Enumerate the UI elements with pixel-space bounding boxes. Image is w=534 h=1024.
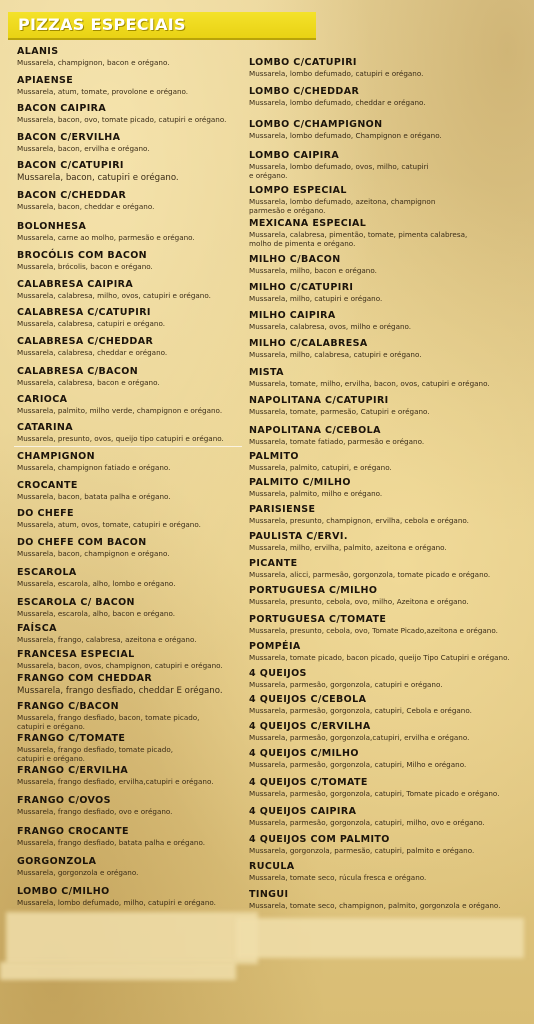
menu-item [249, 254, 377, 276]
pizza-description: Mussarela, bacon, catupiri e orégano. [17, 173, 179, 183]
pizza-name: FRANGO C/BACON [17, 701, 119, 712]
pizza-description: Mussarela, parmesão, gorgonzola, catupiri, milho, ovo e orégano. [249, 818, 485, 827]
pizza-description: Mussarela, calabresa, milho, ovos, catupiri e orégano. [17, 291, 211, 300]
pizza-name: NAPOLITANA C/CEBOLA [249, 425, 381, 436]
pizza-name: PAULISTA C/ERVI. [249, 531, 348, 542]
pizza-name: BOLONHESA [17, 221, 87, 232]
pizza-description: Mussarela, palmito, catupiri, e orégano. [249, 463, 392, 472]
menu-item [249, 477, 382, 499]
menu-item [17, 422, 224, 444]
pizza-description: Mussarela, calabresa, pimentão, tomate, pimenta calabresa, [249, 230, 468, 239]
pizza-description: Mussarela, tomate, parmesão, Catupiri e orégano. [249, 407, 430, 416]
pizza-name: 4 QUEIJOS C/ERVILHA [249, 721, 371, 732]
menu-item [17, 567, 176, 589]
pizza-description: Mussarela, tomate fatiado, parmesão e orégano. [249, 437, 425, 446]
pizza-name: ALANIS [17, 46, 59, 57]
pizza-description: Mussarela, lombo defumado, cheddar e orégano. [249, 98, 426, 107]
menu-item [249, 641, 510, 663]
pizza-description: Mussarela, lombo defumado, catupiri e orégano. [249, 69, 424, 78]
menu-item [249, 367, 490, 389]
pizza-name: 4 QUEIJOS C/MILHO [249, 748, 359, 759]
pizza-name: LOMBO C/CHAMPIGNON [249, 119, 383, 130]
obscured-area [236, 918, 524, 958]
menu-item [17, 394, 222, 416]
pizza-name: GORGONZOLA [17, 856, 97, 867]
pizza-description: Mussarela, frango desfiado, ervilha,catupiri e orégano. [17, 777, 214, 786]
pizza-name: PARISIENSE [249, 504, 316, 515]
menu-item [249, 310, 411, 332]
pizza-name: 4 QUEIJOS C/CEBOLA [249, 694, 367, 705]
pizza-description: Mussarela, champignon fatiado e orégano. [17, 463, 171, 472]
pizza-description: Mussarela, bacon, batata palha e orégano. [17, 492, 171, 501]
menu-item [17, 190, 154, 212]
pizza-description-line2: molho de pimenta e orégano. [249, 238, 356, 248]
obscured-area [0, 962, 236, 980]
pizza-description: Mussarela, palmito, milho verde, champignon e orégano. [17, 406, 223, 415]
menu-item [17, 508, 201, 530]
menu-item [249, 531, 447, 553]
menu-item [17, 673, 223, 696]
pizza-name: DO CHEFE COM BACON [17, 537, 147, 548]
pizza-description: Mussarela, bacon, ovos, champignon, catupiri e orégano. [17, 661, 223, 670]
pizza-description: Mussarela, calabresa, catupiri e orégano. [17, 319, 166, 328]
menu-item [249, 558, 490, 580]
pizza-description: Mussarela, lombo defumado, azeitona, champignon [249, 197, 436, 206]
pizza-name: MEXICANA ESPECIAL [249, 218, 367, 229]
pizza-name: 4 QUEIJOS C/TOMATE [249, 777, 368, 788]
pizza-name: LOMBO C/MILHO [17, 886, 110, 897]
menu-item [249, 889, 501, 911]
menu-item [17, 132, 150, 154]
menu-item [249, 150, 429, 180]
menu-item [249, 451, 392, 473]
pizza-name: BACON C/ERVILHA [17, 132, 121, 143]
pizza-description: Mussarela, bacon, ervilha e orégano. [17, 144, 150, 153]
menu-item [17, 856, 138, 878]
pizza-description: Mussarela, calabresa, ovos, milho e orégano. [249, 322, 412, 331]
menu-item [17, 336, 167, 358]
pizza-description: Mussarela, presunto, cebola, ovo, milho, Azeitona e orégano. [249, 597, 469, 606]
pizza-description: Mussarela, frango, calabresa, azeitona e orégano. [17, 635, 197, 644]
menu-item [249, 119, 442, 141]
menu-item [17, 733, 173, 763]
menu-item [17, 160, 179, 183]
pizza-description: Mussarela, lombo defumado, Champignon e orégano. [249, 131, 442, 140]
pizza-description: Mussarela, calabresa, bacon e orégano. [17, 378, 160, 387]
menu-item [249, 218, 467, 248]
menu-item [17, 826, 205, 848]
menu-item [17, 279, 211, 301]
pizza-description: Mussarela, escarola, alho, lombo e orégano. [17, 579, 176, 588]
pizza-description: Mussarela, presunto, ovos, queijo tipo catupiri e orégano. [17, 434, 224, 443]
pizza-name: PORTUGUESA C/TOMATE [249, 614, 387, 625]
menu-item [249, 504, 469, 526]
pizza-name: CALABRESA CAIPIRA [17, 279, 134, 290]
pizza-name: LOMBO C/CHEDDAR [249, 86, 360, 97]
menu-item [17, 451, 170, 473]
menu-item [17, 221, 195, 243]
pizza-name: NAPOLITANA C/CATUPIRI [249, 395, 389, 406]
pizza-description: Mussarela, parmesão, gorgonzola, catupiri e orégano. [249, 680, 443, 689]
pizza-name: PALMITO C/MILHO [249, 477, 351, 488]
menu-item [17, 597, 175, 619]
pizza-description: Mussarela, tomate seco, rúcula fresca e orégano. [249, 873, 427, 882]
menu-item [17, 480, 171, 502]
pizza-description: Mussarela, milho, bacon e orégano. [249, 266, 377, 275]
menu-item [17, 537, 170, 559]
pizza-description-line2: parmesão e orégano. [249, 205, 326, 215]
pizza-description: Mussarela, frango desfiado, tomate picado, [17, 745, 174, 754]
pizza-description: Mussarela, parmesão, gorgonzola, catupiri, Cebola e orégano. [249, 706, 472, 715]
menu-item [17, 46, 170, 68]
pizza-description: Mussarela, bacon, ovo, tomate picado, catupiri e orégano. [17, 115, 227, 124]
menu-item [249, 694, 472, 716]
pizza-description: Mussarela, presunto, champignon, ervilha, cebola e orégano. [249, 516, 469, 525]
menu-item [17, 250, 153, 272]
pizza-name: LOMBO CAIPIRA [249, 150, 340, 161]
menu-item [249, 861, 426, 883]
pizza-name: PICANTE [249, 558, 298, 569]
pizza-description: Mussarela, lombo defumado, milho, catupiri e orégano. [17, 898, 216, 907]
title-bar [8, 12, 316, 40]
pizza-name: BACON C/CATUPIRI [17, 160, 124, 171]
pizza-name: FRANGO C/OVOS [17, 795, 111, 806]
pizza-description: Mussarela, bacon, champignon e orégano. [17, 549, 170, 558]
pizza-name: BACON CAIPIRA [17, 103, 107, 114]
pizza-name: LOMBO C/CATUPIRI [249, 57, 357, 68]
pizza-name: 4 QUEIJOS CAIPIRA [249, 806, 357, 817]
menu-item [17, 886, 216, 908]
pizza-description: Mussarela, alicci, parmesão, gorgonzola, tomate picado e orégano. [249, 570, 491, 579]
pizza-name: CATARINA [17, 422, 74, 433]
menu-item [249, 86, 426, 108]
pizza-name: MILHO C/CATUPIRI [249, 282, 354, 293]
pizza-description: Mussarela, frango desfiado, cheddar E orégano. [17, 686, 223, 696]
menu-item [17, 649, 223, 671]
pizza-name: APIAENSE [17, 75, 74, 86]
menu-item [249, 721, 469, 743]
page-title: PIZZAS ESPECIAIS [18, 15, 186, 34]
pizza-name: MILHO C/BACON [249, 254, 341, 265]
pizza-name: POMPÉIA [249, 641, 301, 652]
menu-item [17, 366, 160, 388]
menu-item [249, 338, 422, 360]
pizza-name: CALABRESA C/CATUPIRI [17, 307, 151, 318]
pizza-description: Mussarela, frango desfiado, ovo e orégano. [17, 807, 173, 816]
pizza-name: MILHO CAIPIRA [249, 310, 336, 321]
pizza-name: CARIOCA [17, 394, 68, 405]
pizza-description: Mussarela, atum, ovos, tomate, catupiri e orégano. [17, 520, 201, 529]
pizza-name: TINGUI [249, 889, 289, 900]
pizza-name: FRANGO C/ERVILHA [17, 765, 129, 776]
pizza-description-line2: e orégano. [249, 170, 288, 180]
menu-item [249, 748, 466, 770]
pizza-description: Mussarela, parmesão, gorgonzola,catupiri, ervilha e orégano. [249, 733, 470, 742]
pizza-description: Mussarela, milho, ervilha, palmito, azeitona e orégano. [249, 543, 447, 552]
menu-item [249, 185, 435, 215]
menu-item [249, 282, 382, 304]
pizza-description: Mussarela, champignon, bacon e orégano. [17, 58, 170, 67]
menu-item [249, 585, 469, 607]
pizza-name: FAÍSCA [17, 623, 57, 634]
pizza-name: 4 QUEIJOS COM PALMITO [249, 834, 390, 845]
pizza-description: Mussarela, brócolis, bacon e orégano. [17, 262, 153, 271]
pizza-description: Mussarela, escarola, alho, bacon e orégano. [17, 609, 176, 618]
pizza-name: MISTA [249, 367, 284, 378]
pizza-name: CHAMPIGNON [17, 451, 96, 462]
pizza-name: CALABRESA C/BACON [17, 366, 139, 377]
pizza-description: Mussarela, gorgonzola, parmesão, catupiri, palmito e orégano. [249, 846, 475, 855]
menu-item [249, 668, 443, 690]
pizza-name: MILHO C/CALABRESA [249, 338, 368, 349]
pizza-description-line2: catupiri e orégano. [17, 721, 85, 731]
section-divider [14, 446, 242, 447]
menu-item [17, 765, 214, 787]
pizza-name: 4 QUEIJOS [249, 668, 307, 679]
pizza-description: Mussarela, tomate picado, bacon picado, queijo Tipo Catupiri e orégano. [249, 653, 510, 662]
pizza-description: Mussarela, calabresa, cheddar e orégano. [17, 348, 168, 357]
menu-item [249, 614, 498, 636]
pizza-name: ESCAROLA C/ BACON [17, 597, 135, 608]
menu-item [17, 623, 197, 645]
pizza-description: Mussarela, parmesão, gorgonzola, catupiri, Tomate picado e orégano. [249, 789, 500, 798]
menu-item [17, 701, 199, 731]
pizza-description: Mussarela, gorgonzola e orégano. [17, 868, 139, 877]
menu-item [249, 57, 423, 79]
menu-item [249, 834, 474, 856]
pizza-name: DO CHEFE [17, 508, 74, 519]
menu-item [17, 307, 165, 329]
pizza-description: Mussarela, milho, calabresa, catupiri e orégano. [249, 350, 422, 359]
menu-item [249, 777, 500, 799]
menu-item [249, 395, 430, 417]
pizza-description: Mussarela, parmesão, gorgonzola, catupiri, Milho e orégano. [249, 760, 467, 769]
pizza-name: PALMITO [249, 451, 299, 462]
pizza-name: FRANGO C/TOMATE [17, 733, 126, 744]
pizza-description: Mussarela, frango desfiado, batata palha e orégano. [17, 838, 206, 847]
pizza-description-line2: catupiri e orégano. [17, 753, 85, 763]
pizza-name: RUCULA [249, 861, 295, 872]
pizza-description: Mussarela, lombo defumado, ovos, milho, catupiri [249, 162, 429, 171]
pizza-description: Mussarela, carne ao molho, parmesão e orégano. [17, 233, 195, 242]
menu-item [17, 103, 226, 125]
pizza-name: FRANCESA ESPECIAL [17, 649, 135, 660]
pizza-name: ESCAROLA [17, 567, 77, 578]
menu-item [17, 795, 172, 817]
pizza-description: Mussarela, atum, tomate, provolone e orégano. [17, 87, 189, 96]
menu-item [249, 806, 485, 828]
pizza-description: Mussarela, tomate, milho, ervilha, bacon, ovos, catupiri e orégano. [249, 379, 490, 388]
pizza-description: Mussarela, milho, catupiri e orégano. [249, 294, 383, 303]
pizza-name: LOMPO ESPECIAL [249, 185, 347, 196]
pizza-name: BROCÓLIS COM BACON [17, 250, 148, 261]
menu-item [249, 425, 424, 447]
pizza-name: FRANGO COM CHEDDAR [17, 673, 153, 684]
menu-item [17, 75, 188, 97]
pizza-name: CROCANTE [17, 480, 78, 491]
pizza-description: Mussarela, presunto, cebola, ovo, Tomate Picado,azeitona e orégano. [249, 626, 498, 635]
pizza-name: FRANGO CROCANTE [17, 826, 129, 837]
pizza-name: PORTUGUESA C/MILHO [249, 585, 378, 596]
pizza-description: Mussarela, tomate seco, champignon, palmito, gorgonzola e orégano. [249, 901, 501, 910]
pizza-description: Mussarela, bacon, cheddar e orégano. [17, 202, 155, 211]
pizza-name: CALABRESA C/CHEDDAR [17, 336, 154, 347]
pizza-name: BACON C/CHEDDAR [17, 190, 127, 201]
pizza-description: Mussarela, frango desfiado, bacon, tomate picado, [17, 713, 200, 722]
pizza-description: Mussarela, palmito, milho e orégano. [249, 489, 383, 498]
obscured-area [6, 912, 258, 964]
